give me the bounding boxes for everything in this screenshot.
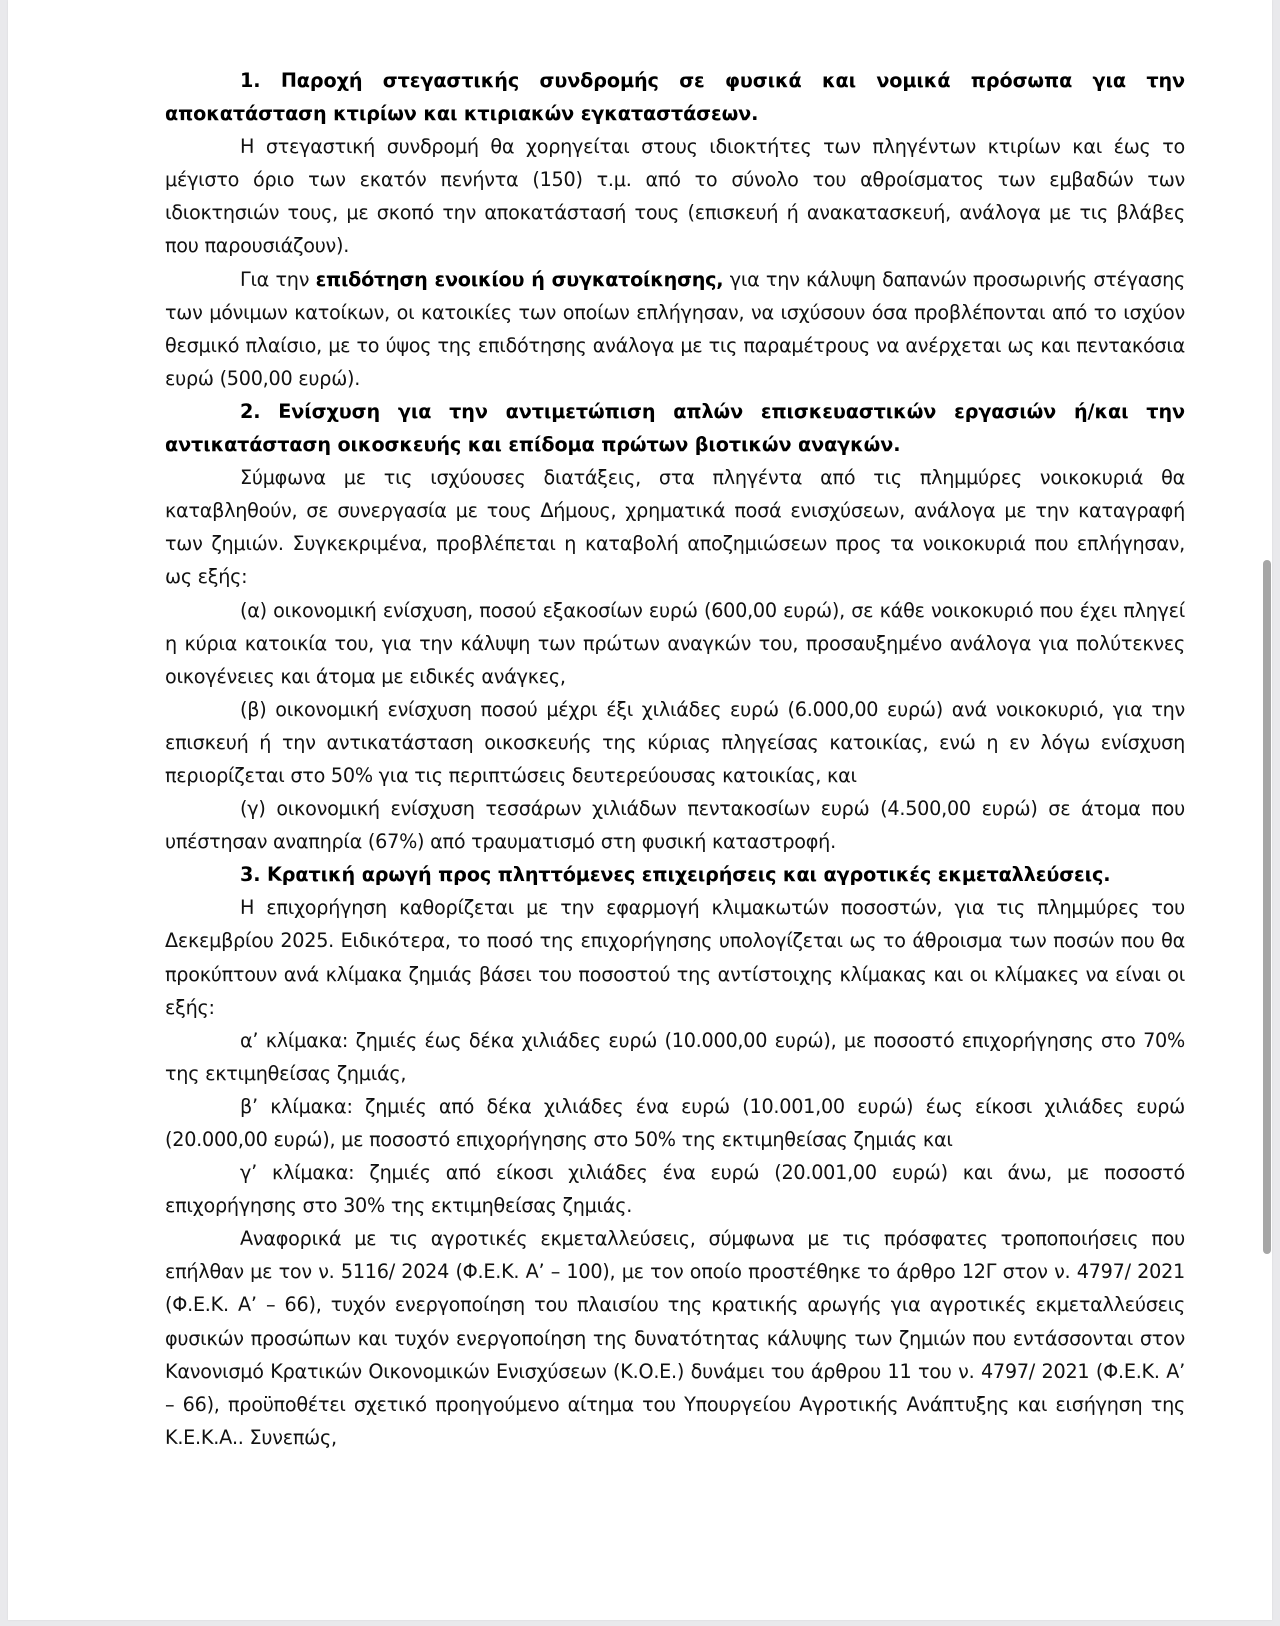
- scrollbar-thumb[interactable]: [1263, 560, 1271, 1254]
- paragraph-rent-subsidy: [165, 263, 1185, 395]
- document-page: [8, 0, 1272, 1620]
- paragraph: Σύμφωνα με τις ισχύουσες διατάξεις, στα πληγέντα από τις πλημμύρες νοικοκυριά θα καταβληθούν, σε συνεργασία με τους Δήμους, χρηματικά ποσά ενισχύσεων, ανάλογα με την καταγραφή των ζημιών. Συγκεκριμένα, προβλέπεται η καταβολή αποζημιώσεων προς τα νοικοκυριά που επλήγησαν, ως εξής:: [165, 466, 1185, 589]
- list-item-a: (α) οικονομική ενίσχυση, ποσού εξακοσίων ευρώ (600,00 ευρώ), σε κάθε νοικοκυριό που έχει πληγεί η κύρια κατοικία του, για την κάλυψη των πρώτων αναγκών του, προσαυξημένο ανάλογα για πολύτεκνες οικογένειες και άτομα με ειδικές ανάγκες,: [165, 598, 1185, 688]
- section-heading-1: 1. Παροχή στεγαστικής συνδρομής σε φυσικά και νομικά πρόσωπα για την αποκατάσταση κτιρίων και κτιριακών εγκαταστάσεων.: [165, 69, 1185, 126]
- scale-item-b: β’ κλίμακα: ζημιές από δέκα χιλιάδες ένα ευρώ (10.001,00 ευρώ) έως είκοσι χιλιάδες ευρώ (20.000,00 ευρώ), με ποσοστό επιχορήγησης στο 50% της εκτιμηθείσας ζημιάς και: [165, 1094, 1185, 1151]
- paragraph: Η επιχορήγηση καθορίζεται με την εφαρμογή κλιμακωτών ποσοστών, για τις πλημμύρες του Δεκεμβρίου 2025. Ειδικότερα, το ποσό της επιχορήγησης υπολογίζεται ως το άθροισμα των ποσών που θα προκύπτουν ανά κλίμακα ζημιάς βάσει του ποσοστού της αντίστοιχης κλίμακας και οι κλίμακες να είναι οι εξής:: [165, 896, 1185, 1019]
- paragraph: Η στεγαστική συνδρομή θα χορηγείται στους ιδιοκτήτες των πληγέντων κτιρίων και έως το μέγιστο όριο των εκατόν πενήντα (150) τ.μ. από το σύνολο του αθροίσματος των εμβαδών των ιδιοκτησιών τους, με σκοπό την αποκατάστασή τους (επισκευή ή ανακατασκευή, ανάλογα με τις βλάβες που παρουσιάζουν).: [165, 135, 1185, 258]
- paragraph-agricultural: Αναφορικά με τις αγροτικές εκμεταλλεύσεις, σύμφωνα με τις πρόσφατες τροποποιήσεις που επήλθαν με τον ν. 5116/ 2024 (Φ.Ε.Κ. Α’ – 100), με τον οποίο προστέθηκε το άρθρο 12Γ στον ν. 4797/ 2021 (Φ.Ε.Κ. Α’ – 66), τυχόν ενεργοποίηση του πλαισίου της κρατικής αρωγής για αγροτικές εκμεταλλεύσεις φυσικών προσώπων και τυχόν ενεργοποίηση της δυνατότητας κάλυψης των ζημιών που εντάσσονται στον Κανονισμό Κρατικών Οικονομικών Ενισχύσεων (Κ.Ο.Ε.) δυνάμει του άρθρου 11 του ν. 4797/ 2021 (Φ.Ε.Κ. Α’ – 66), προϋποθέτει σχετικό προηγούμενο αίτημα του Υπουργείου Αγροτικής Ανάπτυξης και εισήγηση της Κ.Ε.Κ.Α.. Συνεπώς,: [165, 1227, 1185, 1449]
- bold-term: επιδότηση ενοικίου ή συγκατοίκησης,: [315, 267, 724, 291]
- paragraph-prefix: Για την: [240, 267, 316, 291]
- scale-item-c: γ’ κλίμακα: ζημιές από είκοσι χιλιάδες ένα ευρώ (20.001,00 ευρώ) και άνω, με ποσοστό επιχορήγησης στο 30% της εκτιμηθείσας ζημιάς.: [165, 1161, 1185, 1218]
- section-heading-3: 3. Κρατική αρωγή προς πληττόμενες επιχειρήσεις και αγροτικές εκμεταλλεύσεις.: [240, 863, 1111, 887]
- list-item-c: (γ) οικονομική ενίσχυση τεσσάρων χιλιάδων πεντακοσίων ευρώ (4.500,00 ευρώ) σε άτομα που υπέστησαν αναπηρία (67%) από τραυματισμό στη φυσική καταστροφή.: [165, 797, 1185, 854]
- scale-item-a: α’ κλίμακα: ζημιές έως δέκα χιλιάδες ευρώ (10.000,00 ευρώ), με ποσοστό επιχορήγησης στο 70% της εκτιμηθείσας ζημιάς,: [165, 1028, 1185, 1085]
- vertical-scrollbar[interactable]: [1258, 0, 1272, 1620]
- document-body: [165, 64, 1185, 1454]
- paragraph-text: για την κάλυψη δαπανών προσωρινής στέγασης των μόνιμων κατοίκων, οι κατοικίες των οποίων επλήγησαν, να ισχύσουν όσα προβλέπονται από το ισχύον θεσμικό πλαίσιο, με το ύψος της επιδότησης ανάλογα με τις παραμέτρους να ανέρχεται ως και πεντακόσια ευρώ (500,00 ευρώ).: [165, 267, 1185, 390]
- list-item-b: (β) οικονομική ενίσχυση ποσού μέχρι έξι χιλιάδες ευρώ (6.000,00 ευρώ) ανά νοικοκυριό, για την επισκευή ή την αντικατάσταση οικοσκευής της κύριας πληγείσας κατοικίας, ενώ η εν λόγω ενίσχυση περιορίζεται στο 50% για τις περιπτώσεις δευτερεύουσας κατοικίας, και: [165, 697, 1185, 787]
- section-heading-2: 2. Ενίσχυση για την αντιμετώπιση απλών επισκευαστικών εργασιών ή/και την αντικατάσταση οικοσκευής και επίδομα πρώτων βιοτικών αναγκών.: [165, 399, 1185, 457]
